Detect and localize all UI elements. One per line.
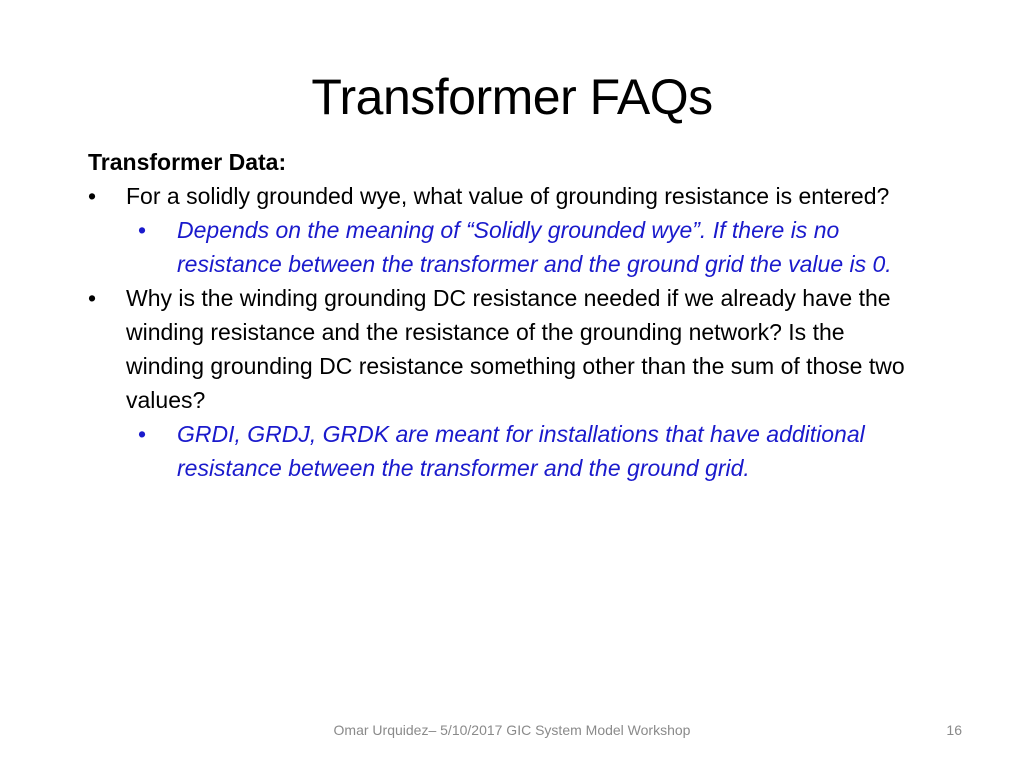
bullet-icon: • <box>138 421 147 447</box>
slide-title: Transformer FAQs <box>311 69 713 125</box>
slide-body <box>88 145 928 485</box>
faq-answer-1 <box>126 213 928 281</box>
section-heading: Transformer Data: <box>88 149 287 175</box>
question-text: Why is the winding grounding DC resistance needed if we already have the winding resistance and the resistance of the grounding network? Is the winding grounding DC resistance something other than the sum of those two values? <box>126 285 905 413</box>
question-text: For a solidly grounded wye, what value of grounding resistance is entered? <box>126 183 890 209</box>
footer-text: Omar Urquidez– 5/10/2017 GIC System Model Workshop <box>333 722 691 738</box>
bullet-icon: • <box>138 217 147 243</box>
faq-list <box>88 179 928 485</box>
bullet-icon: • <box>88 183 97 209</box>
page-number: 16 <box>946 722 962 738</box>
faq-question-2 <box>88 281 928 417</box>
answer-text: GRDI, GRDJ, GRDK are meant for installations that have additional resistance between the transformer and the ground grid. <box>177 421 865 481</box>
bullet-icon: • <box>88 285 97 311</box>
answer-text: Depends on the meaning of “Solidly grounded wye”. If there is no resistance between the transformer and the ground grid the value is 0. <box>177 217 892 277</box>
faq-question-1 <box>88 179 928 213</box>
faq-answer-2 <box>126 417 928 485</box>
